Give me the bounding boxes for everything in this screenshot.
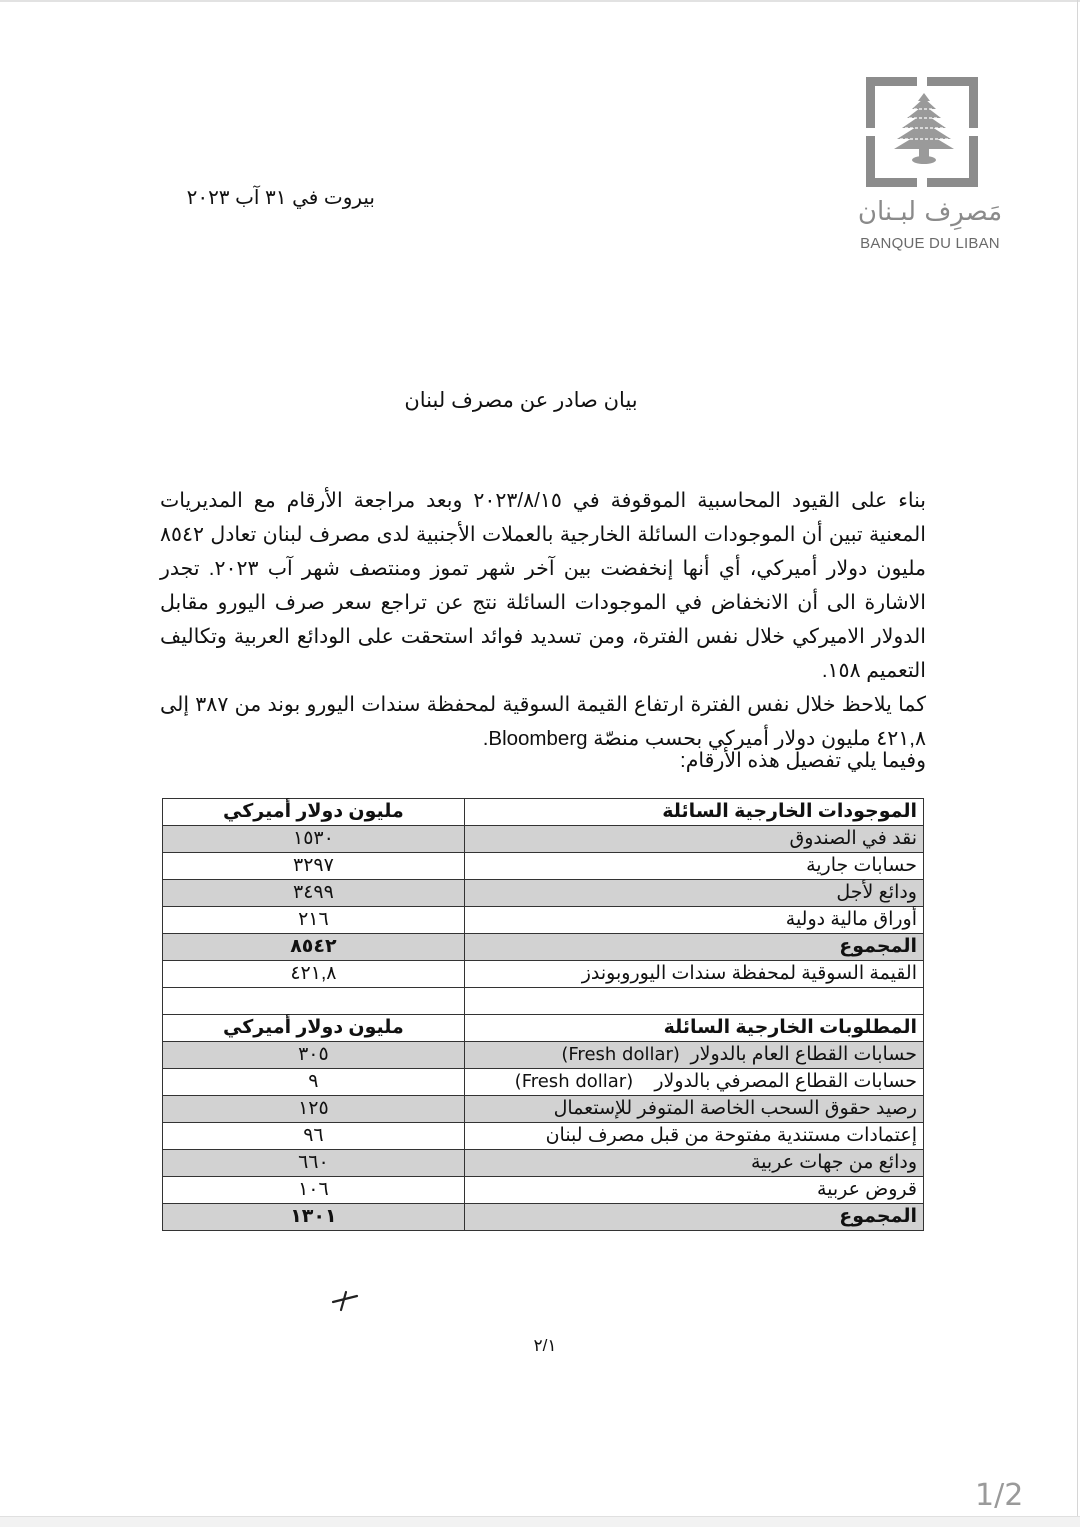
table-cell-value: ١٣٠١ [163, 1204, 465, 1231]
viewer-page-indicator: 1/2 [975, 1478, 1024, 1513]
table-cell-value: ٨٥٤٢ [163, 934, 465, 961]
table-row [163, 907, 924, 934]
table-row [163, 1096, 924, 1123]
label-en: (Fresh dollar) [514, 1071, 634, 1092]
label-en: (Fresh dollar) [561, 1044, 680, 1065]
table-row [163, 1177, 924, 1204]
table-row [163, 826, 924, 853]
table-cell-value: ٣٤٩٩ [163, 880, 465, 907]
document-date: بيروت في ٣١ آب ٢٠٢٣ [186, 187, 375, 209]
table-cell-label: القيمة السوقية لمحفظة سندات اليوروبوندز [464, 961, 923, 988]
table-header-assets [163, 799, 924, 826]
viewer-scroll-edge [1077, 0, 1078, 1516]
table-cell-label: المجموع [464, 1204, 923, 1231]
cedar-tree-icon [894, 91, 954, 167]
table-cell-value: ٩٦ [163, 1123, 465, 1150]
table-cell-label: المجموع [464, 934, 923, 961]
bank-logo [845, 75, 1015, 265]
table-cell-label [464, 1042, 923, 1069]
label-ar: حسابات القطاع العام بالدولار [690, 1044, 917, 1065]
table-cell-label: حسابات جارية [464, 853, 923, 880]
table-cell-value: مليون دولار أميركي [163, 1015, 465, 1042]
table-row-empty [163, 988, 924, 1015]
viewer-bottom-bar [0, 1516, 1080, 1527]
table-cell-value: ٣٢٩٧ [163, 853, 465, 880]
table-cell-value: ٦٦٠ [163, 1150, 465, 1177]
table-cell-label [464, 988, 923, 1015]
document-title: بيان صادر عن مصرف لبنان [404, 389, 638, 412]
document-body [160, 484, 926, 756]
table-cell-label: ودائع من جهات عربية [464, 1150, 923, 1177]
signature-icon [330, 1288, 360, 1312]
table-cell-label: نقد في الصندوق [464, 826, 923, 853]
table-row [163, 1069, 924, 1096]
table-row [163, 880, 924, 907]
table-intro: وفيما يلي تفصيل هذه الأرقام: [680, 749, 926, 772]
table-row [163, 1150, 924, 1177]
table-cell-label [464, 1069, 923, 1096]
body-paragraph-1: بناء على القيود المحاسبية الموقوفة في ٢٠٢٣/٨/١٥ وبعد مراجعة الأرقام مع المديريات المعنية تبين أن الموجودات السائلة الخارجية بالعملات الأجنبية لدى مصرف لبنان تعادل ٨٥٤٢ مليون دولار أميركي، أي أنها إنخفضت بين آخر شهر تموز ومنتصف شهر آب ٢٠٢٣. تجدر الاشارة الى أن الانخفاض في الموجودات السائلة نتج عن تراجع سعر صرف اليورو مقابل الدولار الاميركي خلال نفس الفترة، ومن تسديد فوائد استحقت على الودائع العربية وتكاليف التعميم ١٥٨. [160, 489, 926, 682]
table-row-total-liabilities [163, 1204, 924, 1231]
viewer-top-edge [0, 0, 1080, 2]
table-cell-value: ٢١٦ [163, 907, 465, 934]
table-cell-label: أوراق مالية دولية [464, 907, 923, 934]
table-header-liabilities [163, 1015, 924, 1042]
table-cell-value [163, 988, 465, 1015]
table-cell-label: رصيد حقوق السحب الخاصة المتوفر للإستعمال [464, 1096, 923, 1123]
logo-frame [866, 77, 978, 187]
label-ar: حسابات القطاع المصرفي بالدولار [654, 1071, 917, 1092]
body-paragraph-2: كما يلاحظ خلال نفس الفترة ارتفاع القيمة السوقية لمحفظة سندات اليورو بوند من ٣٨٧ إلى ٤٢١,٨ مليون دولار أميركي بحسب منصّة Bloomberg. [160, 693, 926, 750]
table-cell-label: إعتمادات مستندية مفتوحة من قبل مصرف لبنان [464, 1123, 923, 1150]
table-cell-label: المطلوبات الخارجية السائلة [464, 1015, 923, 1042]
table-cell-value: ١٠٦ [163, 1177, 465, 1204]
table-cell-value: ٩ [163, 1069, 465, 1096]
document-page-number: ٢/١ [533, 1336, 557, 1355]
table-row [163, 853, 924, 880]
table-cell-label: قروض عربية [464, 1177, 923, 1204]
table-row-total-assets [163, 934, 924, 961]
table-row [163, 961, 924, 988]
table-row [163, 1123, 924, 1150]
table-cell-value: مليون دولار أميركي [163, 799, 465, 826]
table-cell-value: ٣٠٥ [163, 1042, 465, 1069]
liquid-assets-liabilities-table [162, 798, 924, 1231]
logo-arabic-name: مَصرِف لبـنان [857, 197, 1003, 227]
table-cell-value: ٤٢١,٨ [163, 961, 465, 988]
table-cell-value: ١٥٣٠ [163, 826, 465, 853]
logo-english-name: BANQUE DU LIBAN [860, 235, 1000, 252]
table-cell-label: الموجودات الخارجية السائلة [464, 799, 923, 826]
table-row [163, 1042, 924, 1069]
table-cell-label: ودائع لأجل [464, 880, 923, 907]
table-cell-value: ١٢٥ [163, 1096, 465, 1123]
